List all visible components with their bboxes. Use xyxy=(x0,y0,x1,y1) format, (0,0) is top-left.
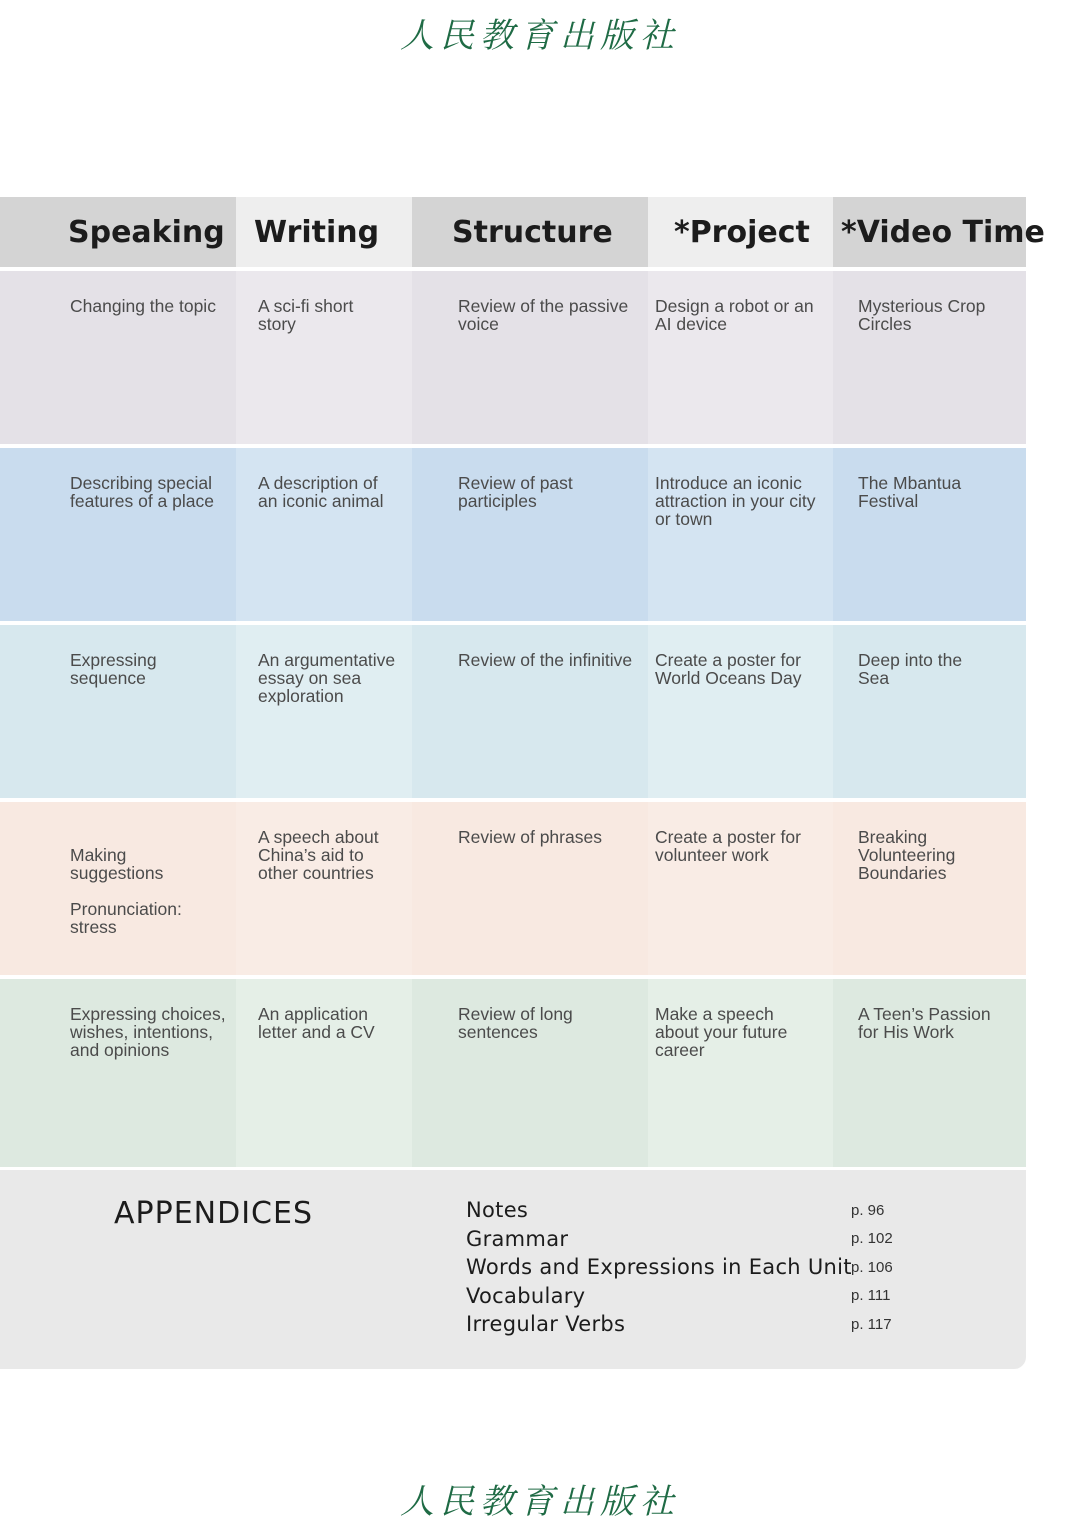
pronunciation-text: Pronunciation: stress xyxy=(70,899,182,937)
writing-cell: A sci-fi short story xyxy=(236,271,412,444)
publisher-logo-top: 人民教育出版社 xyxy=(400,16,680,56)
table-row xyxy=(0,621,1026,798)
appendix-item-irregular-verbs xyxy=(466,1310,893,1339)
header-writing: Writing xyxy=(236,197,412,267)
project-cell: Introduce an iconic attraction in your city or town xyxy=(648,448,833,621)
project-cell: Make a speech about your future career xyxy=(648,979,833,1167)
appendix-item-words xyxy=(466,1253,893,1282)
speaking-cell: Describing special features of a place xyxy=(0,448,236,621)
appendix-item-notes xyxy=(466,1196,893,1225)
speaking-cell: Expressing choices, wishes, intentions, and opinions xyxy=(0,979,236,1167)
video-cell: Deep into the Sea xyxy=(833,625,1026,798)
video-cell: The Mbantua Festival xyxy=(833,448,1026,621)
header-speaking: Speaking xyxy=(0,197,236,267)
structure-cell: Review of phrases xyxy=(412,802,648,975)
appendix-page: p. 117 xyxy=(851,1315,892,1333)
header-structure: Structure xyxy=(412,197,648,267)
appendices-panel xyxy=(0,1170,1026,1369)
structure-cell: Review of past participles xyxy=(412,448,648,621)
header-video-time: *Video Time xyxy=(833,197,1026,267)
speaking-cell: Expressing sequence xyxy=(0,625,236,798)
appendix-item-grammar xyxy=(466,1225,893,1254)
appendix-page: p. 111 xyxy=(851,1287,891,1305)
video-cell: Mysterious Crop Circles xyxy=(833,271,1026,444)
contents-table xyxy=(0,197,1045,1167)
speaking-cell xyxy=(0,802,236,975)
appendix-page: p. 96 xyxy=(851,1201,885,1219)
appendix-name: Notes xyxy=(466,1198,529,1223)
appendix-page: p. 102 xyxy=(851,1230,893,1248)
table-row xyxy=(0,798,1026,975)
appendix-name: Words and Expressions in Each Unit xyxy=(466,1255,852,1280)
structure-cell: Review of the infinitive xyxy=(412,625,648,798)
speaking-cell: Changing the topic xyxy=(0,271,236,444)
writing-cell: An argumentative essay on sea exploration xyxy=(236,625,412,798)
appendix-name: Vocabulary xyxy=(466,1283,586,1308)
speaking-text: Making suggestions xyxy=(70,845,164,883)
project-cell: Create a poster for volunteer work xyxy=(648,802,833,975)
table-header xyxy=(0,197,1045,267)
table-row xyxy=(0,444,1026,621)
appendices-title: APPENDICES xyxy=(114,1196,313,1231)
project-cell: Create a poster for World Oceans Day xyxy=(648,625,833,798)
appendix-name: Irregular Verbs xyxy=(466,1312,626,1337)
appendices-list xyxy=(466,1196,893,1339)
video-cell: Breaking Volunteering Boundaries xyxy=(833,802,1026,975)
structure-cell: Review of the passive voice xyxy=(412,271,648,444)
publisher-logo-bottom: 人民教育出版社 xyxy=(400,1482,680,1522)
writing-cell: A speech about China’s aid to other countries xyxy=(236,802,412,975)
appendix-page: p. 106 xyxy=(851,1258,893,1276)
structure-cell: Review of long sentences xyxy=(412,979,648,1167)
appendix-name: Grammar xyxy=(466,1226,569,1251)
appendix-item-vocabulary xyxy=(466,1282,893,1311)
header-project: *Project xyxy=(648,197,833,267)
table-row xyxy=(0,267,1026,444)
writing-cell: An application letter and a CV xyxy=(236,979,412,1167)
table-row xyxy=(0,975,1026,1167)
writing-cell: A description of an iconic animal xyxy=(236,448,412,621)
video-cell: A Teen’s Passion for His Work xyxy=(833,979,1026,1167)
project-cell: Design a robot or an AI device xyxy=(648,271,833,444)
